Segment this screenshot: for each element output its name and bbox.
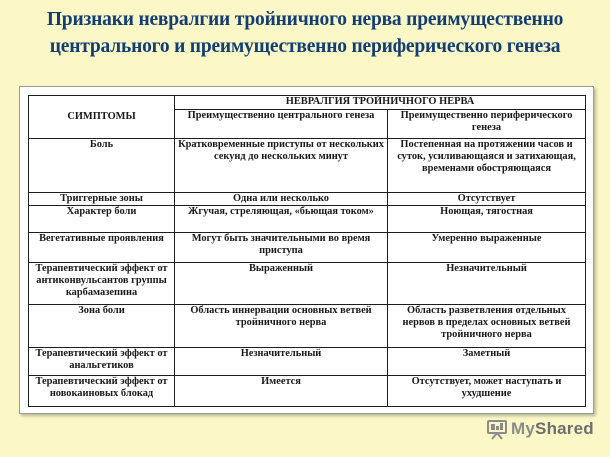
- cell-central: Имеется: [175, 376, 388, 407]
- comparison-table: [28, 95, 586, 407]
- header-peripheral: Преимущественно периферического генеза: [388, 110, 586, 138]
- cell-central: Кратковременные приступы от нескольких секунд до нескольких минут: [175, 138, 388, 192]
- cell-symptom: Зона боли: [29, 305, 175, 348]
- table-row: [29, 262, 586, 305]
- cell-peripheral: Постепенная на протяжении часов и суток, усиливающаяся и затихающая, временами обостряющаяся: [388, 138, 586, 192]
- cell-central: Жгучая, стреляющая, «бьющая током»: [175, 205, 388, 232]
- cell-peripheral: Ноющая, тягостная: [388, 205, 586, 232]
- watermark-logo: [486, 416, 594, 442]
- cell-central: Могут быть значительными во время приступа: [175, 233, 388, 262]
- cell-central: Незначительный: [175, 347, 388, 375]
- cell-peripheral: Отсутствует: [388, 192, 586, 205]
- title-line-2: центрального и преимущественно периферического генеза: [49, 36, 561, 57]
- cell-peripheral: Отсутствует, может наступать и ухудшение: [388, 376, 586, 407]
- table-row: [29, 138, 586, 192]
- cell-symptom: Терапевтический эффект от новокаиновых блокад: [29, 376, 175, 407]
- table-row: [29, 376, 586, 407]
- cell-symptom: Боль: [29, 138, 175, 192]
- cell-central: Одна или несколько: [175, 192, 388, 205]
- table-frame: [19, 86, 594, 414]
- cell-peripheral: Заметный: [388, 347, 586, 375]
- cell-peripheral: Область разветвления отдельных нервов в пределах основных ветвей тройничного нерва: [388, 305, 586, 348]
- table-row: [29, 347, 586, 375]
- header-group: НЕВРАЛГИЯ ТРОЙНИЧНОГО НЕРВА: [175, 96, 586, 110]
- cell-symptom: Терапевтический эффект от антиконвульсантов группы карбамазепина: [29, 262, 175, 305]
- title-line-1: Признаки невралгии тройничного нерва преимущественно: [46, 9, 564, 30]
- table-row: [29, 205, 586, 232]
- cell-symptom: Характер боли: [29, 205, 175, 232]
- cell-symptom: Триггерные зоны: [29, 192, 175, 205]
- cell-symptom: Терапевтический эффект от анальгетиков: [29, 347, 175, 375]
- table-row: [29, 192, 586, 205]
- header-symptoms: СИМПТОМЫ: [29, 96, 175, 139]
- page-title: [0, 6, 610, 60]
- cell-peripheral: Незначительный: [388, 262, 586, 305]
- cell-peripheral: Умеренно выраженные: [388, 233, 586, 262]
- table-row: [29, 305, 586, 348]
- header-central: Преимущественно центрального генеза: [175, 110, 388, 138]
- presentation-board-icon: [486, 418, 508, 440]
- watermark-text: MyShared: [511, 419, 594, 438]
- cell-symptom: Вегетативные проявления: [29, 233, 175, 262]
- table-row: [29, 233, 586, 262]
- cell-central: Область иннервации основных ветвей тройничного нерва: [175, 305, 388, 348]
- cell-central: Выраженный: [175, 262, 388, 305]
